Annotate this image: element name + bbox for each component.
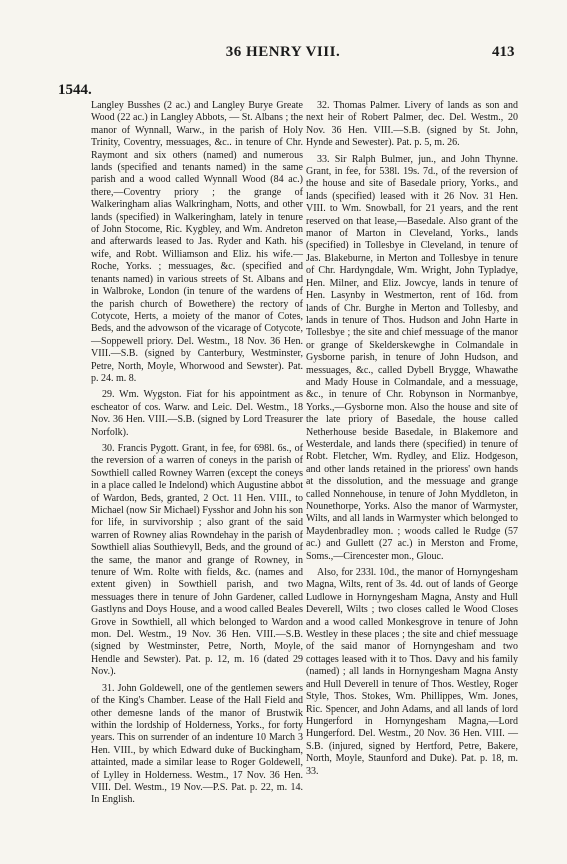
right-column [306,100,518,782]
entry-29: 29. Wm. Wygston. Fiat for his appointment as escheator of cos. Warw. and Leic. Del. Westm., 18 Nov. 36 Hen. VIII.—S.B. (signed by Lord Treasurer Norfolk). [91,389,303,438]
entry-30: 30. Francis Pygott. Grant, in fee, for 698l. 6s., of the reversion of a warren of coneys in the parish of Sowthiell called Rowney Warren (except the coneys in a place called le Indelond) which Augustine abbot of Wardon, Beds, granted, 2 Oct. 11 Hen. VIII., to Michael (now Sir Michael) Fysshor and John his son for life, in survivorship ; also grant of the said warren of Rowney alias Rowndehay in the parish of Sowthiell alias Southievyll, Beds, and the ground of the same, the manor and grange of Rowney, in tenure of Wm. Rolte with fields, &c. (names and extent given) in Sowthiell parish, and two messuages there in tenure of John Gardener, called Gastlyns and Doys House, and a wood called Beales Grove in Sowthiell, all which belonged to Wardon mon. Del. Westm., 19 Nov. 36 Hen. VIII.—S.B. (signed by Westminster, Petre, North, Moyle, Hendle and Sewster). Pat. p. 12, m. 16 (dated 29 Nov.). [91,442,303,678]
entry-28-continuation: Langley Busshes (2 ac.) and Langley Burye Greate Wood (22 ac.) in Langley Abbots, — St. Albans ; the manor of Wynnall, Warw., in the parish of Holy Trinity, Coventry, messuages, &c.. in tenure of Chr. Raymont and six others (named) and numerous lands (specified and tenants named) in the same parish and a wood called Wynnall Wood (84 ac.) there,—Coventry priory ; the grange of Walkeringham alias Walkringham, Notts, and other lands (specified) in Walkeringham, lately in tenure of John Stocome, Ric. Kygbley, and Wm. Andreton and afterwards leased to Jas. Ryder and Kath. his wife, and Robt. Williamson and Eliz. his wife.—Roche, Yorks. ; messuages, &c. (specified and tenants named) in various streets of St. Albans and in Walbroke, London (in tenure of the wardens of the parish church of Bowethere) the rectory of Cotycote, Herts, a moiety of the manor of Cotes, Beds, and the advowson of the vicarage of Cotycote,—Soppewell priory. Del. Westm., 18 Nov. 36 Hen. VIII.—S.B. (signed by Canterbury, Westminster, Petre, North, Moyle, Whorwood and Sewster). Pat. p. 24. m. 8. [91,100,303,384]
left-column [91,100,303,811]
running-title: 36 HENRY VIII. [225,44,341,60]
year-marker: 1544. [58,82,92,98]
entry-33: 33. Sir Ralph Bulmer, jun., and John Thynne. Grant, in fee, for 538l. 19s. 7d., of the reversion of the house and site of Basedale priory, Yorks., and lands (specified) leased with it 26 Nov. 31 Hen. VIII. to Wm. Snowball, for 21 years, and the rent reserved on that lease,—Basedale. Also grant of the manor of Marton in Cleveland, Yorks., lands (specified) in Tollesbye in Cleveland, in tenure of Jas. Blakeburne, in Merton and Tollesbye in tenure of Chr. Hardyngdale, Wm. Wright, John Typladye, Hen. Milner, and Eliz. Jowcye, lands in tenure of Hen. Lasynby in Westmerton, rent of 16d. from lands of Chr. Burghe in Merton and Tollesby, and lands in tenure of Thos. Hudson and John Harte in Tollesbye ; the site and chief messuage of the manor or grange of Skelderskewghe in Colmandale in Gysborne parish, in tenure of John Hudson, and messuages, &c., called Dybell Brygge, Whawathe and Mady House in Colmandale, and a messuage, &c., in tenure of Chr. Robynson in Normanbye, Yorks.,—Gysborne mon. Also the house and site of the late priory of Basedale, the house called Netherhouse beside Basedale, in Blakemore and Westerdale, and lands there (specified) in tenure of Robt. Fletcher, Wm. Rydley, and Eliz. Hodgeson, and other lands retained in the prioress' own hands at the dissolution, and the messuage and grange called Nonnehouse, in tenure of John Myddleton, in Nounethorpe, Yorks. Also the manor of Warmyster, Wilts, and all lands in Warmyster which belonged to Maydenbradley mon. ; woods called le Rudge (57 ac.) and Gullett (27 ac.) in Merston and Frome, Soms.,—Cirencester mon., Glouc. [306,153,518,562]
entry-32: 32. Thomas Palmer. Livery of lands as son and next heir of Robert Palmer, dec. Del. Westm., 20 Nov. 36 Hen. VIII.—S.B. (signed by St. John, Hynde and Sewester). Pat. p. 5, m. 26. [306,100,518,149]
entry-33-continued: Also, for 233l. 10d., the manor of Hornyngesham Magna, Wilts, rent of 3s. 4d. out of lands of George Ludlowe in Hornyngesham Magna, Ansty and Hull Deverell, Wilts ; two closes called le Wood Closes and a wood called Monkesgrove in tenure of John Westley in these places ; the site and chief messuage of the said manor of Hornyngesham and two cottages leased with it to Thos. Davy and his family (named) ; all lands in Hornyngesham Magna Ansty and Hull Deverell in tenure of Thos. Westley, Roger Style, Thos. Stokes, Wm. Phillippes, Wm. Jones, Ric. Spencer, and John Adams, and all lands of lord Hungerford in Hornyngesham Magna,—Lord Hungerford. Del. Westm., 20 Nov. 36 Hen. VIII. —S.B. (injured, signed by Hertford, Petre, Bakere, North, Moyle, Staunford and Duke). Pat. p. 18, m. 33. [306,567,518,777]
entry-31: 31. John Goldewell, one of the gentlemen sewers of the King's Chamber. Lease of the Hall Field and other demesne lands of the manor of Brustwik within the lordship of Holderness, Yorks., for forty years. This on surrender of an indenture 10 March 3 Hen. VIII., by which Edward duke of Buckingham, attainted, made a similar lease to Roger Goldewell, of Lylley in Holderness. Westm., 17 Nov. 36 Hen. VIII. Del. Westm., 19 Nov.—P.S. Pat. p. 22, m. 14. In English. [91,682,303,806]
page-number: 413 [492,44,515,60]
